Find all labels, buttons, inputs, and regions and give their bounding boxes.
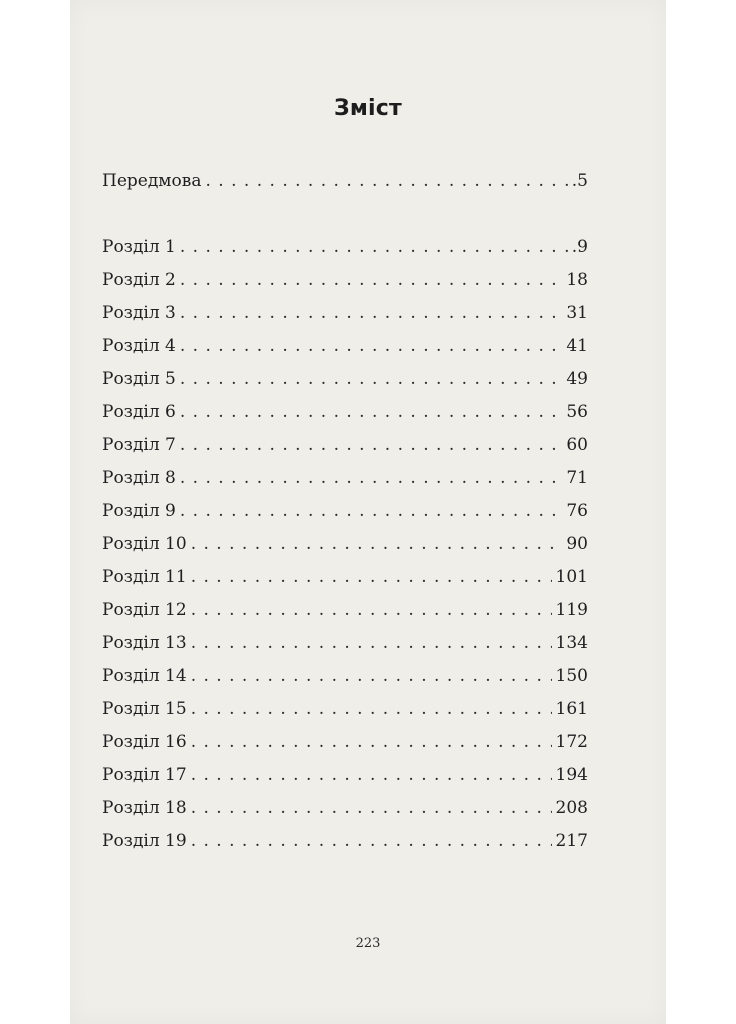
toc-entry: [102, 264, 588, 297]
toc-entry-page: 161: [555, 699, 588, 719]
toc-entry-label: Розділ 10: [102, 534, 187, 554]
dot-leader: [180, 495, 562, 528]
toc-entry-page: 56: [566, 402, 588, 422]
toc-entry-page: 101: [555, 567, 588, 587]
toc-entry: [102, 759, 588, 792]
toc-entry: [102, 792, 588, 825]
dot-leader: [191, 792, 552, 825]
dot-leader: [191, 561, 552, 594]
dot-leader: [191, 528, 563, 561]
dot-leader: [191, 660, 552, 693]
toc-entry: [102, 429, 588, 462]
toc-entry-page: 41: [566, 336, 588, 356]
toc-entry-label: Розділ 17: [102, 765, 187, 785]
toc-entry-page: .5: [571, 171, 588, 191]
toc-entry-page: 208: [555, 798, 588, 818]
toc-entry-preface: [102, 165, 588, 198]
toc-entry: [102, 330, 588, 363]
page-title: Зміст: [334, 96, 402, 121]
toc-entry: [102, 528, 588, 561]
toc-entry-label: Передмова: [102, 171, 202, 191]
toc-entry-page: 60: [566, 435, 588, 455]
dot-leader: [180, 231, 568, 264]
dot-leader: [191, 594, 552, 627]
toc-entry-page: 90: [566, 534, 588, 554]
toc-entry-label: Розділ 2: [102, 270, 176, 290]
toc-entry-label: Розділ 19: [102, 831, 187, 851]
dot-leader: [191, 825, 552, 858]
dot-leader: [180, 363, 562, 396]
dot-leader: [191, 726, 552, 759]
toc-entry-label: Розділ 6: [102, 402, 176, 422]
toc-entry-page: 31: [566, 303, 588, 323]
toc-entry-label: Розділ 11: [102, 567, 187, 587]
toc-entry: [102, 396, 588, 429]
toc-entry-page: 217: [555, 831, 588, 851]
toc-entry: [102, 627, 588, 660]
dot-leader: [180, 297, 562, 330]
toc-entry-page: 49: [566, 369, 588, 389]
toc-entry: [102, 561, 588, 594]
toc-entry-label: Розділ 16: [102, 732, 187, 752]
toc-entry-page: 76: [566, 501, 588, 521]
toc-entry-page: 18: [566, 270, 588, 290]
toc-entry-page: 172: [555, 732, 588, 752]
toc-entry: [102, 363, 588, 396]
dot-leader: [191, 693, 552, 726]
toc-entry: [102, 462, 588, 495]
toc-entry: [102, 495, 588, 528]
toc-entry: [102, 231, 588, 264]
book-page: [70, 0, 666, 1024]
toc-entry-label: Розділ 7: [102, 435, 176, 455]
toc-entry-label: Розділ 3: [102, 303, 176, 323]
toc-entry-label: Розділ 8: [102, 468, 176, 488]
toc-entry-label: Розділ 18: [102, 798, 187, 818]
dot-leader: [205, 165, 567, 198]
dot-leader: [180, 330, 562, 363]
toc-entry: [102, 297, 588, 330]
toc-entry-page: 134: [555, 633, 588, 653]
toc-entry: [102, 594, 588, 627]
dot-leader: [180, 462, 562, 495]
toc-entry-label: Розділ 14: [102, 666, 187, 686]
toc-entry-page: 194: [555, 765, 588, 785]
toc-entry-page: .9: [571, 237, 588, 257]
toc-entry-page: 71: [566, 468, 588, 488]
dot-leader: [191, 627, 552, 660]
toc-entry-label: Розділ 9: [102, 501, 176, 521]
dot-leader: [191, 759, 552, 792]
toc-entry-label: Розділ 13: [102, 633, 187, 653]
toc-entry: [102, 726, 588, 759]
toc-entry-label: Розділ 1: [102, 237, 176, 257]
toc-entry-label: Розділ 5: [102, 369, 176, 389]
toc-entry-label: Розділ 15: [102, 699, 187, 719]
toc-entry-page: 150: [555, 666, 588, 686]
toc-entry: [102, 660, 588, 693]
toc-entry-label: Розділ 4: [102, 336, 176, 356]
table-of-contents: [102, 165, 588, 858]
toc-entry: [102, 693, 588, 726]
dot-leader: [180, 396, 562, 429]
toc-entry-label: Розділ 12: [102, 600, 187, 620]
dot-leader: [180, 264, 562, 297]
toc-entry: [102, 825, 588, 858]
toc-entry-page: 119: [555, 600, 588, 620]
page-number: 223: [355, 936, 381, 951]
dot-leader: [180, 429, 562, 462]
